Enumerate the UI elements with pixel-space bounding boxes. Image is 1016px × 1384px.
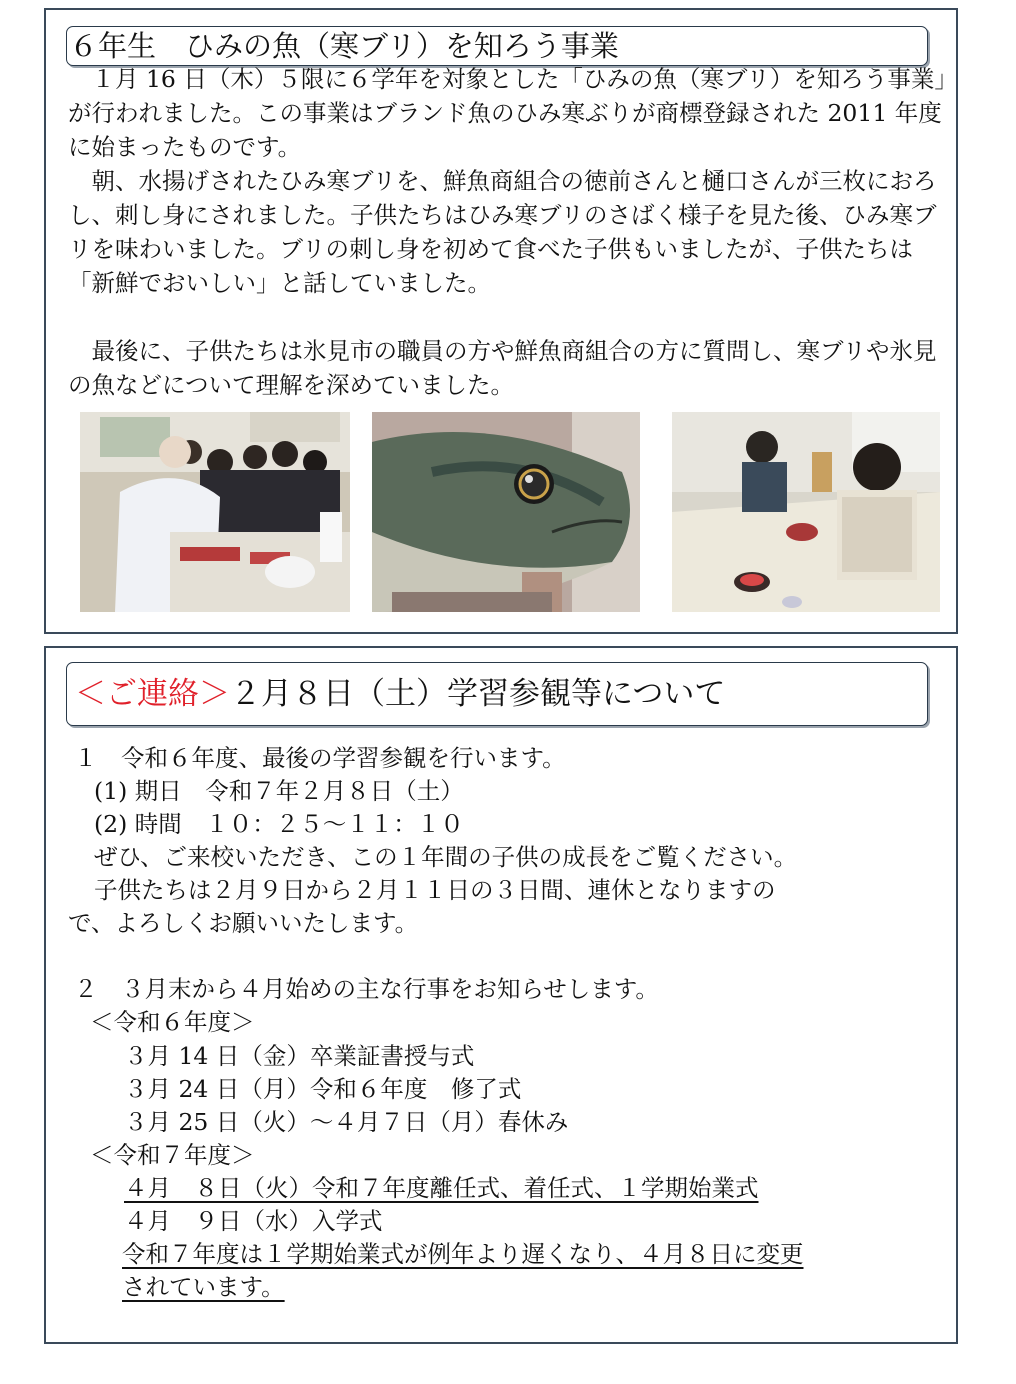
- r7-event: ４月 ８日（火）令和７年度離任式、着任式、１学期始業式: [124, 1174, 759, 1202]
- r7-note-line1: 令和７年度は１学期始業式が例年より遅くなり、４月８日に変更: [122, 1240, 804, 1268]
- notice-tag: ＜ご連絡＞: [75, 676, 230, 712]
- item1-date: (1) 期日 令和７年２月８日（土）: [94, 777, 464, 805]
- article-paragraph-3: 最後に、子供たちは氷見市の職員の方や鮮魚商組合の方に質問し、寒ブリや氷見の魚などについて理解を深めていました。: [68, 337, 937, 399]
- item2-heading: ２ ３月末から４月始めの主な行事をお知らせします。: [74, 975, 659, 1003]
- notice-panel: [44, 646, 958, 1344]
- article-paragraph-1: １月 16 日（木）５限に６学年を対象とした「ひみの魚（寒ブリ）を知ろう事業」が行われました。この事業はブランド魚のひみ寒ぶりが商標登録された 2011 年度に始まったものです。: [68, 65, 947, 161]
- item1-heading: １ 令和６年度、最後の学習参観を行います。: [74, 744, 566, 772]
- item1-line3: で、よろしくお願いいたします。: [68, 909, 419, 937]
- photo-students-eating: [672, 412, 940, 612]
- article-title: ６年生 ひみの魚（寒ブリ）を知ろう事業: [66, 26, 928, 66]
- r6-event: ３月 25 日（火）～４月７日（月）春休み: [124, 1108, 569, 1136]
- r7-note-line2: されています。: [122, 1273, 285, 1301]
- r6-event: ３月 24 日（月）令和６年度 修了式: [124, 1075, 522, 1103]
- r7-header: ＜令和７年度＞: [90, 1141, 255, 1169]
- r6-header: ＜令和６年度＞: [90, 1008, 255, 1036]
- article-panel: [44, 8, 958, 634]
- article-paragraph-2: 朝、水揚げされたひみ寒ブリを、鮮魚商組合の徳前さんと樋口さんが三枚におろし、刺し身にされました。子供たちはひみ寒ブリのさばく様子を見た後、ひみ寒ブリを味わいました。ブリの刺し身を初めて食べた子供もいましたが、子供たちは「新鮮でおいしい」と話していました。: [68, 167, 937, 297]
- r7-event: ４月 ９日（水）入学式: [124, 1207, 383, 1235]
- notice-title: ２月８日（土）学習参観等について: [230, 676, 726, 712]
- notice-title-box: [66, 662, 928, 726]
- photo-fish-filleting: [80, 412, 350, 612]
- item1-line1: ぜひ、ご来校いただき、この１年間の子供の成長をご覧ください。: [94, 843, 798, 871]
- item1-line2: 子供たちは２月９日から２月１１日の３日間、連休となりますの: [94, 876, 776, 904]
- r6-event: ３月 14 日（金）卒業証書授与式: [124, 1042, 475, 1070]
- photo-yellowtail-head: [372, 412, 640, 612]
- item1-time: (2) 時間 １０：２５～１１：１０: [94, 810, 464, 838]
